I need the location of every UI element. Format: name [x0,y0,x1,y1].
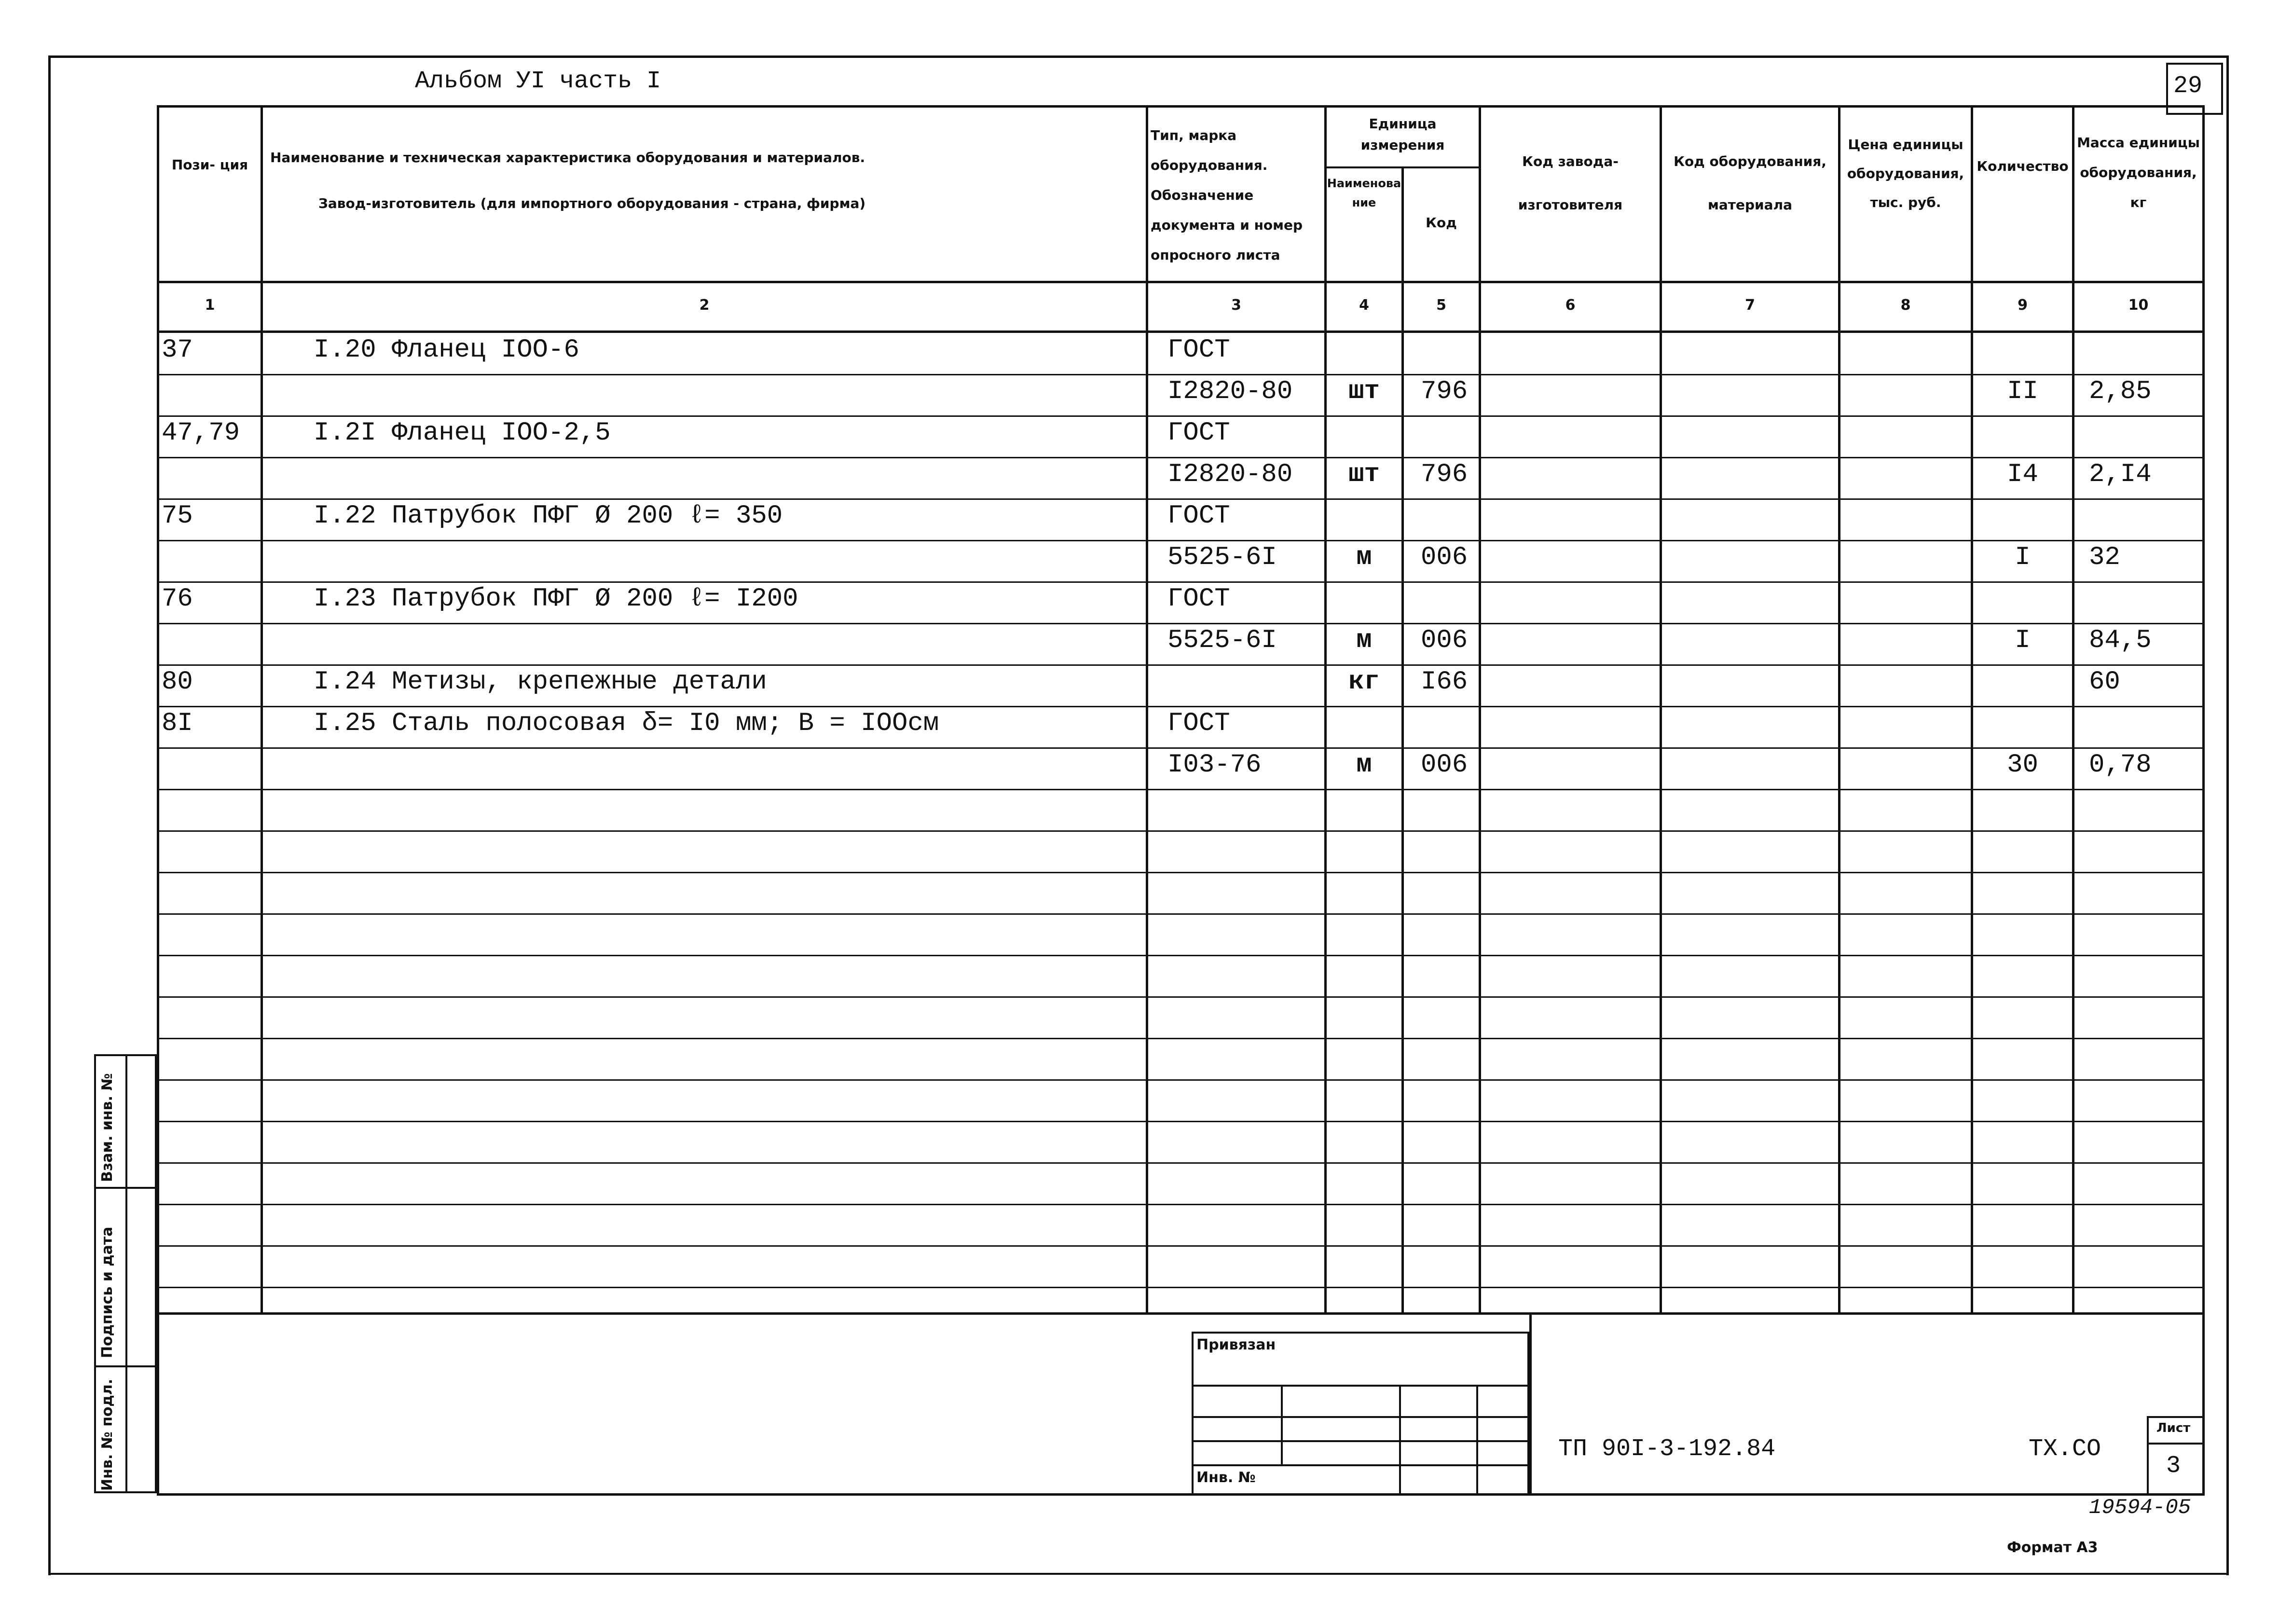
cell-name: I.20 Фланец IОО-6 [314,335,579,365]
col-line-5 [1479,105,1481,1314]
cell-unit: кг [1348,667,1380,697]
pr-vline-3 [1476,1385,1478,1493]
album-title: Альбом УI часть I [415,68,661,95]
row-line [157,374,2205,375]
colnum-5: 5 [1436,297,1446,314]
row-line [157,457,2205,458]
table-top [157,105,2205,108]
row-line [157,1204,2205,1205]
doc-code: ТХ.СО [2029,1435,2101,1463]
cell-doc: I2820-80 [1167,377,1293,406]
cell-qty: II [2007,377,2038,406]
cell-name: I.24 Метизы, крепежные детали [314,667,767,697]
cell-unit: м [1356,543,1372,572]
privyazan-label: Привязан [1196,1336,1276,1353]
col-line-2 [1146,105,1148,1314]
frame-right [2226,55,2229,1575]
row-line [157,415,2205,417]
cell-name: I.25 Сталь полосовая δ= I0 мм; В = IООсм [314,709,939,738]
cell-pos: 47,79 [162,418,240,448]
cell-pos: 8I [162,709,193,738]
pr-line-2 [1192,1416,1529,1418]
stamp-number: 19594-05 [2089,1496,2191,1520]
cell-doc: ГОСТ [1167,418,1230,448]
cell-unit: м [1356,750,1372,780]
pr-vline-2 [1399,1385,1401,1493]
colnum-divider [157,330,2205,333]
row-line [157,1121,2205,1122]
header-divider [157,281,2205,283]
frame-top [48,55,2229,58]
cell-code: I66 [1421,667,1468,697]
header-col9: Количество [1977,158,2069,174]
col-line-1 [261,105,263,1314]
pr-line-3 [1192,1440,1529,1442]
header-unit-group: Единица измерения [1360,116,1445,153]
sheet-number: 3 [2166,1452,2181,1480]
colnum-3: 3 [1231,297,1241,314]
title-block-top [157,1312,2205,1315]
cell-mass: 32 [2089,543,2120,572]
cell-code: 796 [1421,377,1468,406]
header-col6: Код завода-изготовителя [1518,153,1623,213]
unit-group-divider [1324,166,1481,168]
row-line [157,872,2205,873]
side-sep-2 [94,1365,157,1367]
header-col4: Наименование [1327,177,1401,209]
side-sep-1 [94,1187,157,1189]
cell-mass: 2,I4 [2089,460,2152,489]
cell-doc: I2820-80 [1167,460,1293,489]
cell-doc: ГОСТ [1167,709,1230,738]
inv-no-label: Инв. № [1196,1469,1256,1486]
cell-name: I.23 Патрубок ПФГ Ø 200 ℓ= I200 [314,584,798,614]
cell-code: 006 [1421,626,1468,655]
col-line-7 [1838,105,1840,1314]
cell-mass: 84,5 [2089,626,2152,655]
cell-pos: 75 [162,501,193,531]
frame-bottom [48,1573,2229,1575]
row-line [157,706,2205,707]
format-label: Формат А3 [2007,1539,2098,1556]
colnum-7: 7 [1745,297,1755,314]
cell-doc: 5525-6I [1167,626,1277,655]
cell-unit: шт [1348,460,1380,489]
cell-qty: 30 [2007,750,2038,780]
cell-doc: ГОСТ [1167,335,1230,365]
row-line [157,1287,2205,1288]
cell-doc: ГОСТ [1167,584,1230,614]
cell-code: 006 [1421,750,1468,780]
corner-number: 29 [2173,72,2203,100]
row-line [157,830,2205,832]
cell-doc: ГОСТ [1167,501,1230,531]
designation: ТП 90I-3-192.84 [1558,1435,1776,1463]
col-line-6 [1660,105,1662,1314]
colnum-8: 8 [1900,297,1911,314]
cell-pos: 80 [162,667,193,697]
pr-line-4 [1192,1464,1529,1466]
colnum-2: 2 [699,297,710,314]
pr-vline-1 [1281,1385,1283,1464]
sheet-label: Лист [2156,1421,2191,1435]
row-line [157,664,2205,666]
colnum-9: 9 [2018,297,2028,314]
tb-vline [1529,1312,1532,1493]
row-line [157,540,2205,541]
row-line [157,1038,2205,1039]
cell-mass: 0,78 [2089,750,2152,780]
row-line [157,1162,2205,1164]
cell-qty: I [2015,543,2031,572]
header-col3: Тип, марка оборудования. Обозначение документа и номер опросного листа [1151,127,1303,263]
header-col1: Пози- ция [171,157,248,173]
cell-unit: шт [1348,377,1380,406]
cell-name: I.22 Патрубок ПФГ Ø 200 ℓ= 350 [314,501,783,531]
col-line-4 [1401,166,1404,1314]
cell-doc: 5525-6I [1167,543,1277,572]
header-col5: Код [1426,215,1457,231]
cell-pos: 76 [162,584,193,614]
cell-name: I.2I Фланец IОО-2,5 [314,418,611,448]
cell-mass: 2,85 [2089,377,2152,406]
row-line [157,1079,2205,1081]
sheet-divider [2147,1443,2205,1445]
colnum-6: 6 [1565,297,1576,314]
row-line [157,996,2205,998]
cell-pos: 37 [162,335,193,365]
cell-code: 796 [1421,460,1468,489]
header-col8: Цена единицы оборудования, тыс. руб. [1847,137,1964,210]
colnum-1: 1 [205,297,215,314]
row-line [157,955,2205,956]
row-line [157,747,2205,749]
colnum-10: 10 [2128,297,2149,314]
col-line-3 [1324,105,1327,1314]
table-left [157,105,159,1495]
cell-code: 006 [1421,543,1468,572]
col-line-8 [1971,105,1973,1314]
row-line [157,789,2205,790]
frame-left [48,55,51,1575]
header-col7: Код оборудования, материала [1674,153,1826,213]
header-col2-line2: Завод-изготовитель (для импортного оборудования - страна, фирма) [318,195,866,211]
row-line [157,498,2205,500]
cell-doc: I03-76 [1167,750,1262,780]
cell-unit: м [1356,626,1372,655]
table-bottom [157,1493,2205,1496]
side-label-inv-podl: Инв. № подл. [99,1378,116,1491]
side-strip-divider [125,1054,127,1493]
table-right [2202,105,2205,1495]
header-col2-line1: Наименование и техническая характеристика оборудования и материалов. [270,150,865,165]
side-label-podpis: Подпись и дата [99,1226,116,1358]
colnum-4: 4 [1359,297,1369,314]
cell-qty: I [2015,626,2031,655]
cell-qty: I4 [2007,460,2038,489]
pr-line-1 [1192,1385,1529,1387]
side-label-vzam: Взам. инв. № [99,1073,116,1182]
row-line [157,623,2205,624]
col-line-9 [2072,105,2074,1314]
row-line [157,1245,2205,1247]
header-col10: Масса единицы оборудования, кг [2077,135,2200,210]
cell-mass: 60 [2089,667,2120,697]
row-line [157,581,2205,583]
row-line [157,913,2205,915]
